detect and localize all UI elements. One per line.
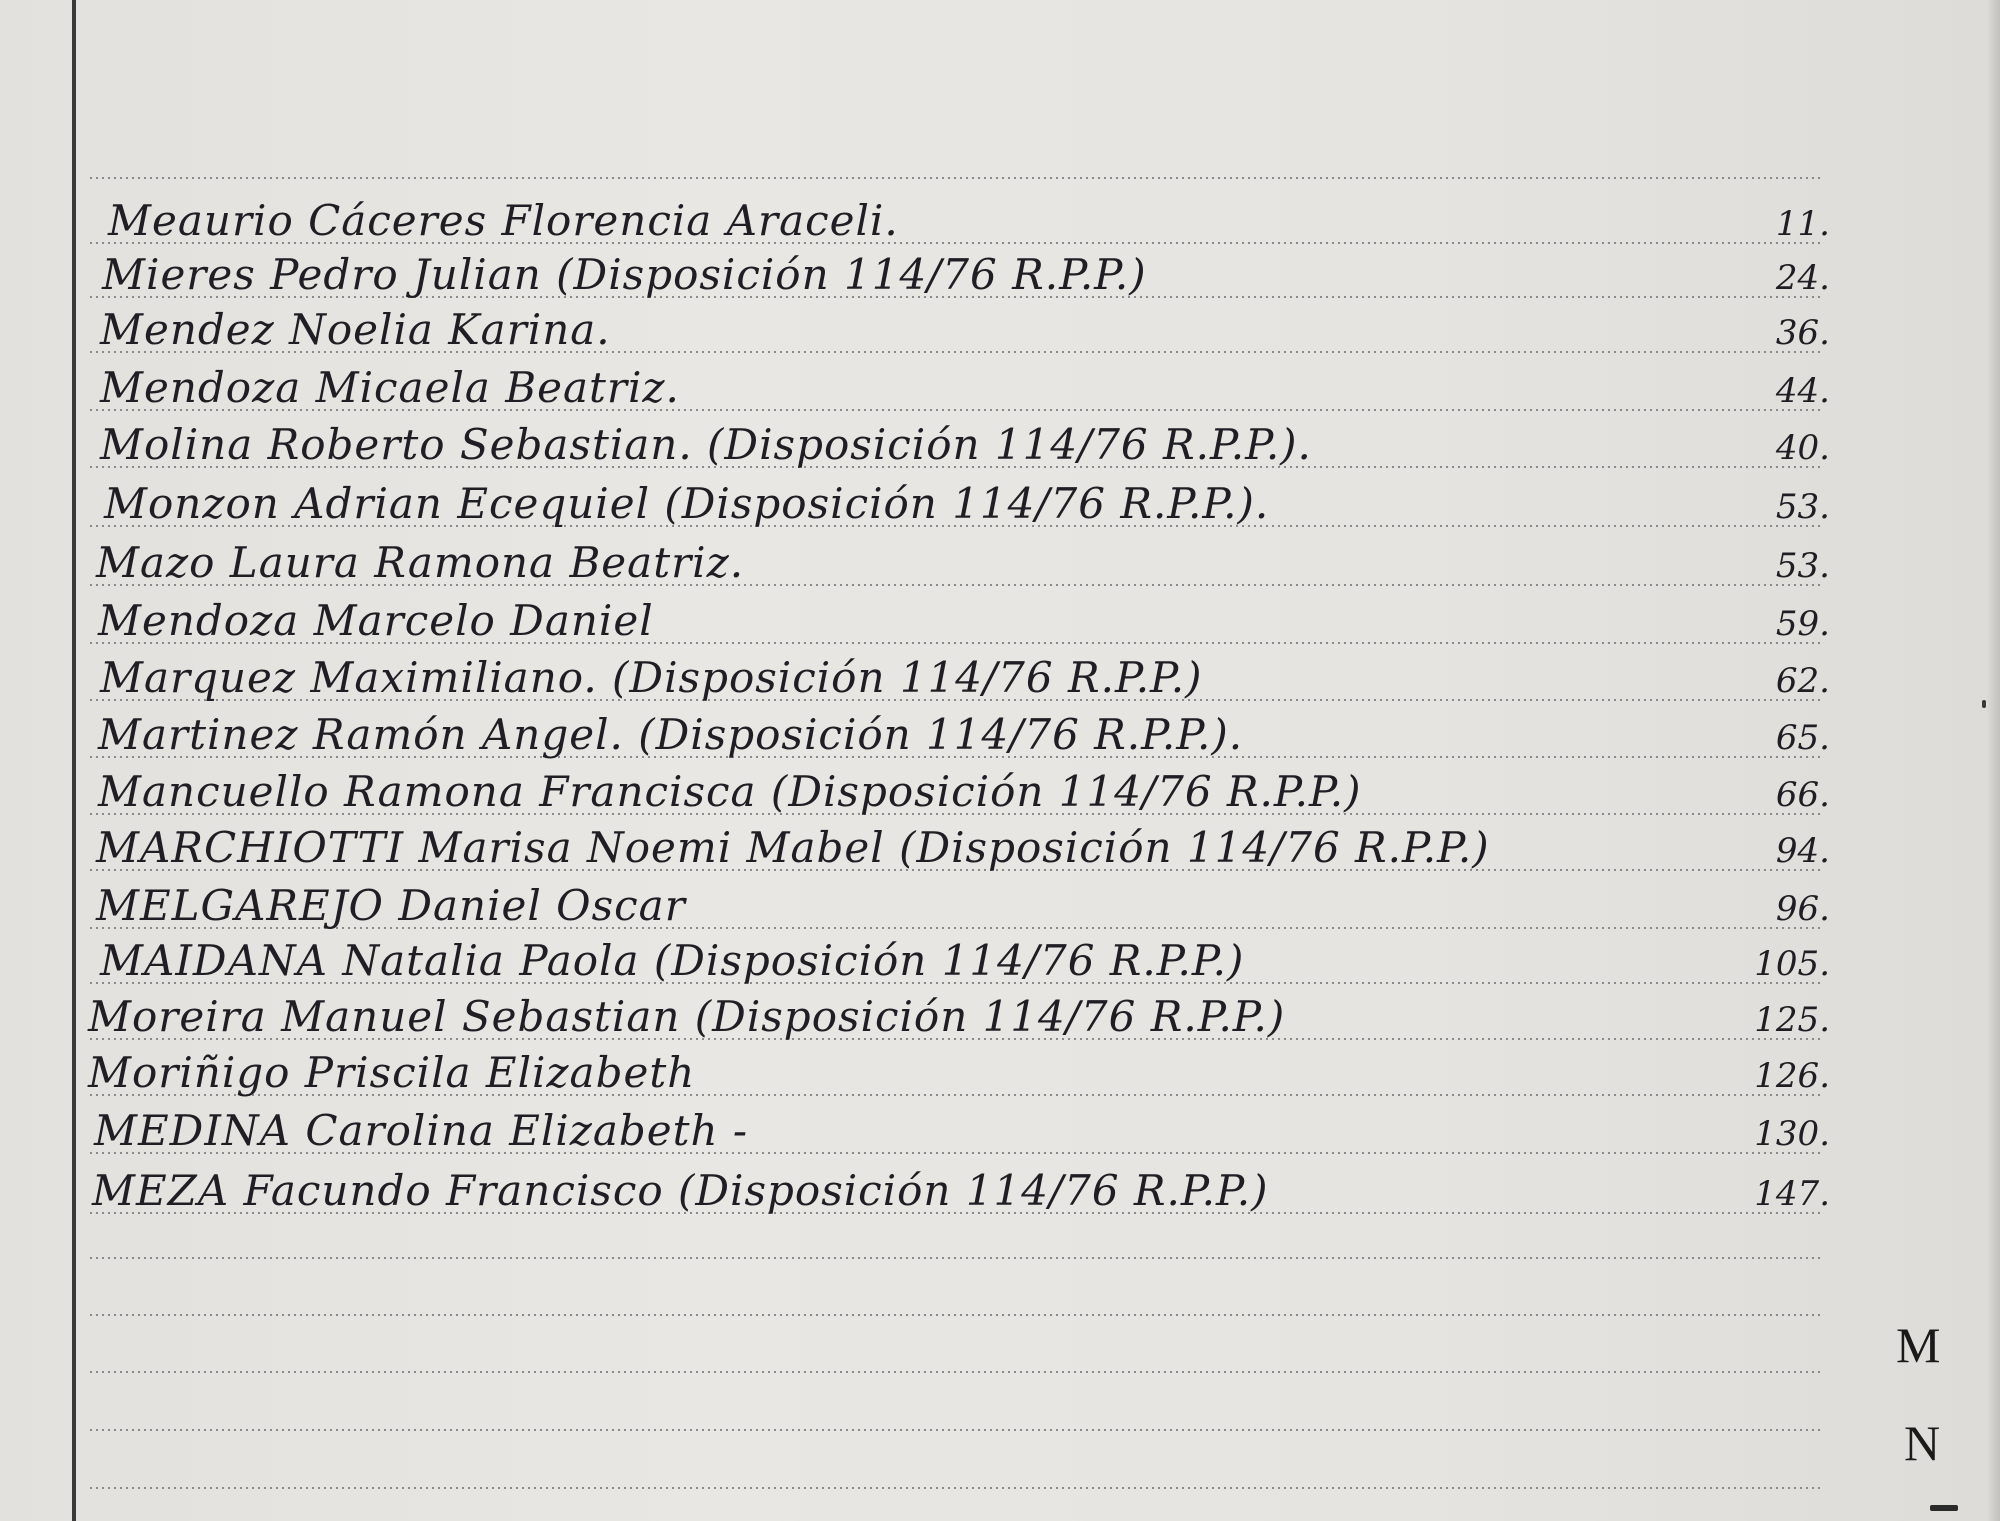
entry-page-number: 62. <box>1775 661 1830 701</box>
entry-page-number: 125. <box>1754 1000 1830 1040</box>
index-tab-m: M <box>1896 1317 1941 1373</box>
entry-page-number: 105. <box>1754 944 1830 984</box>
entry-name: Mendez Noelia Karina. <box>100 305 611 354</box>
entry-page-number: 24. <box>1775 258 1830 298</box>
entry-page-number: 147. <box>1754 1174 1830 1214</box>
entry-name: Mancuello Ramona Francisca (Disposición 114/76 R.P.P.) <box>98 767 1362 816</box>
entry-page-number: 94. <box>1775 831 1830 871</box>
entry-name: Mendoza Marcelo Daniel <box>98 596 654 645</box>
entry-page-number: 65. <box>1775 718 1830 758</box>
entry-page-number: 36. <box>1775 313 1830 353</box>
entry-page-number: 130. <box>1754 1114 1830 1154</box>
entry-name: Marquez Maximiliano. (Disposición 114/76 R.P.P.) <box>100 653 1203 702</box>
entry-name: Mazo Laura Ramona Beatriz. <box>96 538 745 587</box>
entry-name: MELGAREJO Daniel Oscar <box>96 881 686 930</box>
entry-name: Martinez Ramón Angel. (Disposición 114/76 R.P.P.). <box>98 710 1244 759</box>
entry-name: MAIDANA Natalia Paola (Disposición 114/76 R.P.P.) <box>100 936 1245 985</box>
page-edge-shadow <box>1986 0 2000 1521</box>
entry-page-number: 11. <box>1775 204 1830 244</box>
entry-name: Mendoza Micaela Beatriz. <box>100 363 680 412</box>
index-tab-n: N <box>1904 1415 1941 1471</box>
entry-name: MEDINA Carolina Elizabeth - <box>94 1106 749 1155</box>
entry-name: MEZA Facundo Francisco (Disposición 114/76 R.P.P.) <box>92 1166 1269 1215</box>
index-tab-edge <box>1930 1505 1958 1511</box>
entry-name: MARCHIOTTI Marisa Noemi Mabel (Disposición 114/76 R.P.P.) <box>96 823 1490 872</box>
entry-name: Mieres Pedro Julian (Disposición 114/76 R.P.P.) <box>102 250 1147 299</box>
entry-name: Meaurio Cáceres Florencia Araceli. <box>108 196 899 245</box>
entry-page-number: 126. <box>1754 1056 1830 1096</box>
entry-page-number: 53. <box>1775 487 1830 527</box>
entry-page-number: 44. <box>1775 371 1830 411</box>
entry-name: Monzon Adrian Ecequiel (Disposición 114/76 R.P.P.). <box>104 479 1270 528</box>
entry-name: Moriñigo Priscila Elizabeth <box>88 1048 696 1097</box>
entry-name: Molina Roberto Sebastian. (Disposición 114/76 R.P.P.). <box>100 420 1312 469</box>
entry-page-number: 96. <box>1775 889 1830 929</box>
entry-page-number: 66. <box>1775 775 1830 815</box>
entry-page-number: 59. <box>1775 604 1830 644</box>
entry-name: Moreira Manuel Sebastian (Disposición 114/76 R.P.P.) <box>88 992 1286 1041</box>
entry-page-number: 40. <box>1775 428 1830 468</box>
entry-page-number: 53. <box>1775 546 1830 586</box>
